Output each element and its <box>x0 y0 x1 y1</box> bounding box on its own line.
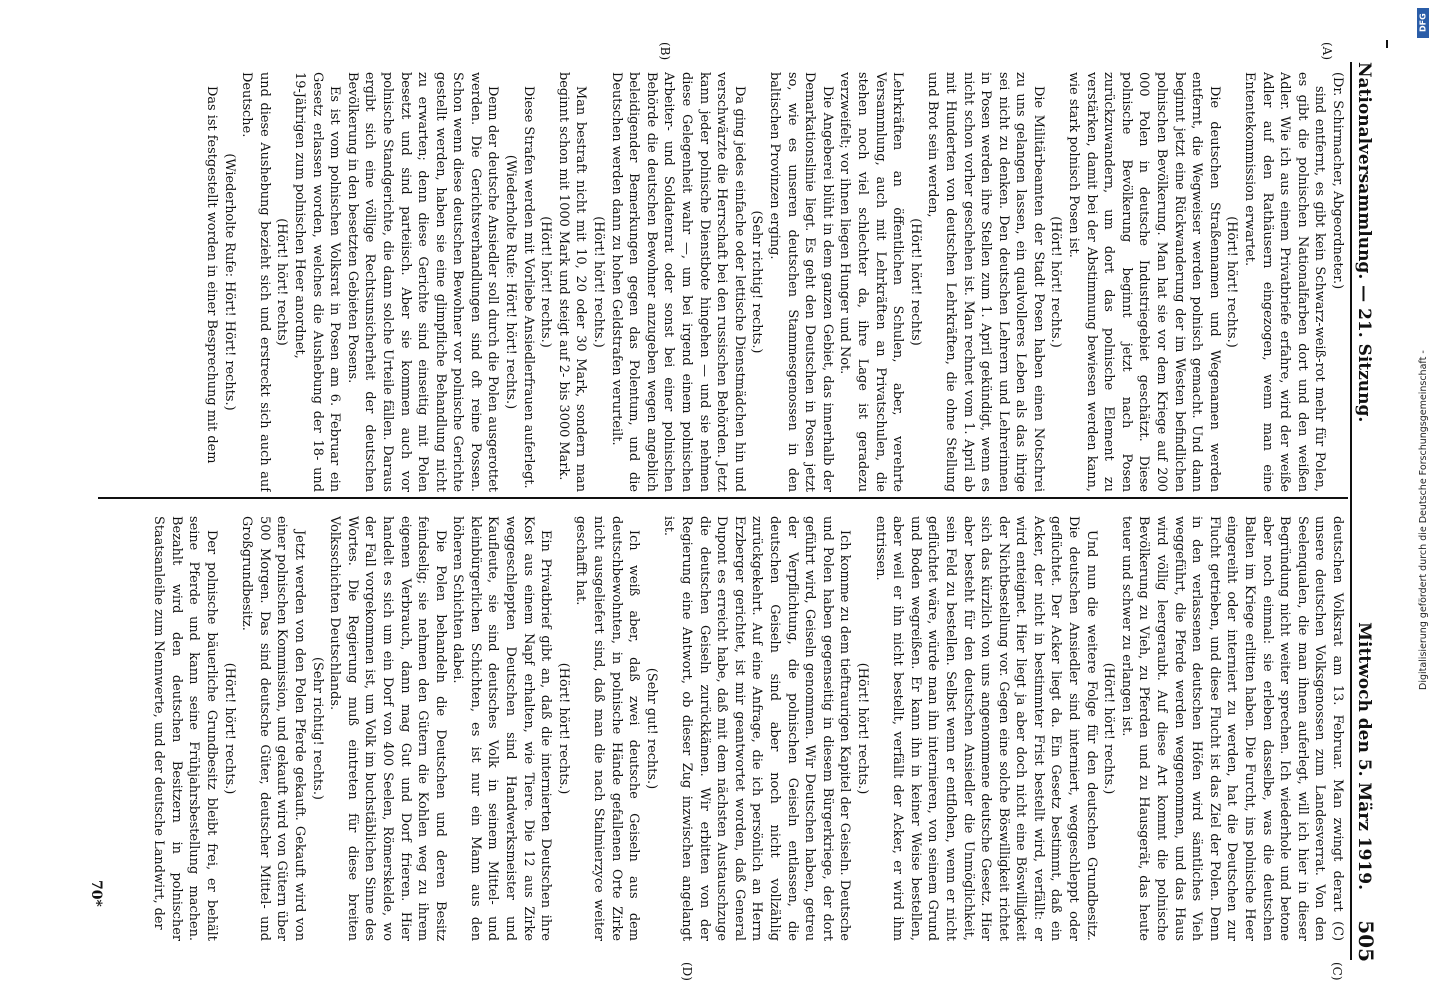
interjection: (Sehr gut! rechts.) <box>643 667 659 790</box>
paragraph: Der polnische bäuerliche Grundbesitz bleibt frei, er behält seine Pferde und kann seine Frühjahrsbestellung machen. Bezahlt wird den deutschen Besitzern in polnischer Staatsanleihe zum Nennwerte, und der deutsche Landwirt, der <box>151 516 219 941</box>
paragraph: deutschen Volksrat am 13. Februar. Man zwingt derart (C) unsere deutschen Volksgenossen zum Landesverrat. Von den Seelenqualen, die man ihnen auferlegt, will ich hier in dieser Begründung nicht weiter sprechen. Ich wiederhole und betone aber noch einmal: sie erleben dasselbe, was die deutschen Balten im Kriege erlitten haben. Die Furcht, ins polnische Heer eingereiht oder interniert zu werden, hat die Deutschen zur Flucht getrieben, und diese Flucht ist das Ziel der Polen. Denn in den verlassenen deutschen Höfen wird sämtliches Vieh weggeführt, die Pferde werden weggenommen, und das Haus wird völlig leergeraubt. Auf diese Art kommt die polnische Bevölkerung zu Vieh, zu Pferden und zu Hausgerät, das heute teuer und schwer zu erlangen ist. <box>1118 516 1345 941</box>
interjection: (Hört! hört! rechts.) <box>538 216 554 348</box>
interjection: (Hört! hört! rechts) <box>274 218 290 346</box>
paragraph: (Dr. Schirmacher, Abgeordneter.) <box>1330 72 1345 290</box>
interjection: (Sehr richtig! rechts.) <box>749 210 765 354</box>
paragraph: Die Angeberei blüht in dem ganzen Gebiet, das innerhalb der Demarkationslinie liegt. Es geht den Deutschen in Posen jetzt so, wie es unseren deutschen Stammesgenossen in den baltischen Provinzen erging. <box>767 72 835 492</box>
margin-mark-a: (A) <box>1320 42 1334 61</box>
margin-mark-c: (C) <box>1330 962 1344 981</box>
interjection: (Hört! hört! rechts.) <box>1224 216 1240 348</box>
interjection: (Wiederholte Rufe: Hört! hört! rechts.) <box>503 154 519 410</box>
interjection: (Hört! hört! rechts.) <box>555 662 571 795</box>
right-column <box>106 516 1346 941</box>
header-left: Nationalversammlung. — 21. Sitzung. <box>1354 62 1374 423</box>
paragraph: Denn der deutsche Ansiedler soll durch die Polen ausgerottet werden. Die Gerichtsverhandlungen sind oft reine Possen. Schon wenn diese deutschen Bewohner vor polnische Gerichte gestellt werden, haben sie eine glimpfliche Behandlung nicht zu erwarten; denn diese Gerichte sind einseitig mit Polen besetzt und sind parteiisch. Aber sie kommen auch vor polnische Standgerichte, die dann solche Urteile fällen. Daraus ergibt sich eine völlige Rechtsunsicherheit der deutschen Bevölkerung in den besetzten Gebieten Posens. <box>344 72 501 492</box>
paragraph: und diese Aushebung bezieht sich und erstreckt sich auch auf Deutsche. <box>239 72 272 492</box>
interjection: (Hört! hört! rechts.) <box>1101 662 1117 795</box>
paragraph: Ich weiß aber, daß zwei deutsche Geiseln aus dem deutschbewohnten, in polnische Hände gefallenen Orte Zirke nicht ausgeliefert sind, daß man die nach Stalmierzyce weiter geschafft hat. <box>573 516 642 941</box>
interjection: (Hört! hört! rechts.) <box>854 662 870 795</box>
paragraph: Ich komme zu dem tieftraurigen Kapitel der Geiseln. Deutsche und Polen haben gegenseitig in diesem Bürgerkriege, der dort geführt wird, Geiseln genommen. Wir Deutschen haben, getreu der Verpflichtung, die polnischen Geiseln entlassen, die deutschen Geiseln sind aber noch nicht vollzählig zurückgekehrt. Auf eine Anfrage, die ich persönlich an Herrn Erzberger gerichtet, ist mir geantwortet worden, daß General Dupont es erreicht habe, daß mit dem nächsten Austauschzuge die deutschen Geiseln zurückkämen. Wir erbitten von der Regierung eine Antwort, ob dieser Zug inzwischen angelangt ist. <box>661 516 853 941</box>
paragraph: Die Militärbeamten der Stadt Posen haben einen Notschrei zu uns gelangen lassen, ein qualvolleres Leben als das ihrige sei nicht zu denken. Den deutschen Lehrern und Lehrerinnen in Posen werden ihre Stellen zum 1. April gekündigt, wenn es nicht schon vorher geschehen ist. Man rechnet vom 1. April ab mit Hunderten von deutschen Lehrkräften, die ohne Stellung und Brot sein werden, <box>925 72 1046 492</box>
left-column <box>106 72 1346 492</box>
interjection: (Hört! hört! rechts.) <box>591 216 607 348</box>
paragraph: Da ging jedes einfache oder lettische Dienstmädchen hin und verschwärzte die Herrschaft bei den russischen Behörden. Jetzt kann jeder polnische Dienstbote hingehen — und sie nehmen diese Gelegenheit wahr —, um bei irgend einem polnischen Arbeiter- und Soldatenrat oder sonst bei einer polnischen Behörde die deutschen Bewohner anzugeben wegen angeblich beleidigender Bemerkungen gegen das Polentum, und die Deutschen werden dann zu hohen Geldstrafen verurteilt. <box>608 72 747 492</box>
column-divider <box>98 497 1348 499</box>
margin-tick <box>1386 40 1388 48</box>
paragraph: Man bestraft nicht mit 10, 20 oder 30 Mark, sondern man beginnt schon mit 1000 Mark und steigt auf 2- bis 3000 Mark. <box>555 72 589 492</box>
paragraph: sind entfernt, es gibt kein Schwarz-weiß-rot mehr für Polen, es gibt die polnischen Nationalfarben dort und den weißen Adler. Wie ich aus einem Privatbriefe erfahre, wird der weiße Adler auf den Rathäusern eingezogen, wenn man eine Ententekommission erwartet. <box>1242 72 1328 492</box>
signature-mark: 70* <box>88 880 104 907</box>
paragraph: Die deutschen Straßennamen und Wegenamen werden entfernt, die Wegweiser werden polnisch gemacht. Und dann beginnt jetzt eine Rückwanderung der im Westen befindlichen polnischen Bevölkerung. Man hat sie vor dem Kriege auf 200 000 Polen in deutsche Industriegebiet geschätzt. Diese polnische Bevölkerung beginnt jetzt nach Posen zurückzuwandern, um dort das polnische Element zu verstärken, damit bei der Abstimmung bewiesen werden kann, wie stark polnisch Posen ist. <box>1066 72 1222 492</box>
paragraph: Die Polen behandeln die Deutschen und deren Besitz feindselig; sie nehmen den Gütern die Kohlen weg zu ihrem eigenen Verbrauch, dann mag Gut und Dorf frieren. Hier handelt es sich um ein Dorf von 400 Seelen, Römerskelde, wo der Fall vorgekommen ist, um Volk im buchstäblichen Sinne des Wortes. Die Regierung muß eintreten für diese breiten Volksschichten Deutschlands. <box>327 516 448 941</box>
paragraph: Und nun die weitere Folge für den deutschen Grundbesitz. Die deutschen Ansiedler sind interniert, weggeschleppt oder geflüchtet. Der Acker liegt da. Ein Gesetz bestimmt, daß ein Acker, der nicht in bestimmter Frist bestellt wird, verfällt: er wird enteignet. Hier liegt ja aber doch nicht eine Böswilligkeit der Nichtbestellung vor. Gegen eine solche Böswilligkeit richtet sich das kürzlich von uns angenommene deutsche Gesetz. Hier aber besteht für den deutschen Ansiedler die Unmöglichkeit, sein Feld zu bestellen. Selbst wenn er entflohen, wenn er nicht geflüchtet wäre, würde man ihn internieren, von seinem Grund und Boden wegreißen. Er kann ihn in keiner Weise bestellen, aber weil er ihn nicht bestellt, verfällt der Acker, er wird ihm entrissen. <box>872 516 1099 941</box>
paragraph: Jetzt werden von den Polen Pferde gekauft. Gekauft wird von einer polnischen Kommission, und gekauft wird von Gütern über 500 Morgen. Das sind deutsche Güter, deutscher Mittel- und Großgrundbesitz. <box>239 516 307 941</box>
interjection: (Hört! hört! rechts) <box>907 218 923 346</box>
interjection: (Sehr richtig! rechts.) <box>309 657 325 800</box>
interjection: (Wiederholte Rufe: Hört! Hört! rechts.) <box>221 153 237 411</box>
paragraph: Lehrkräften an öffentlichen Schulen, aber, verehrte Versammlung, auch mit Lehrkräften an Privatschulen, die stehen noch viel schlechter da, ihre Lage ist geradezu verzweifelt; vor ihnen liegen Hunger und Not. <box>837 72 906 492</box>
paragraph: Es ist vom polnischen Volksrat in Posen am 6. Februar ein Gesetz erlassen worden, welches die Aushebung der 18- und 19-Jährigen zum polnischen Heer anordnet, <box>291 72 343 492</box>
interjection: (Hört! hört! rechts.) <box>1048 216 1064 348</box>
margin-mark-d: (D) <box>680 962 694 981</box>
header-right: Mittwoch den 5. März 1919. <box>1354 622 1374 890</box>
dfg-logo: DFG <box>1417 8 1429 38</box>
margin-mark-b: (B) <box>658 42 672 61</box>
paragraph: Ein Privatbrief gibt an, daß die internierten Deutschen ihre Kost aus einem Napf erhalten, wie Tiere. Die 12 aus Zirke weggeschleppten Deutschen sind Handwerksmeister und Kaufleute, sie sind deutsches Volk in seinem Mittel- und kleinbürgerlichen Schichten, es ist nur ein Mann aus den höheren Schichten dabei. <box>450 516 554 941</box>
interjection: (Hört! hört! rechts.) <box>221 662 237 795</box>
page-header <box>1350 62 1378 962</box>
watermark-text: Digitalisierung gefördert durch die Deutsche Forschungsgemeinschaft - <box>1418 350 1429 690</box>
paragraph: Diese Strafen werden mit Vorliebe Ansiedlerfrauen auferlegt. <box>520 86 536 489</box>
paragraph: Das ist festgestellt worden in einer Besprechung mit dem <box>204 86 219 464</box>
page-number: 505 <box>1354 920 1378 962</box>
